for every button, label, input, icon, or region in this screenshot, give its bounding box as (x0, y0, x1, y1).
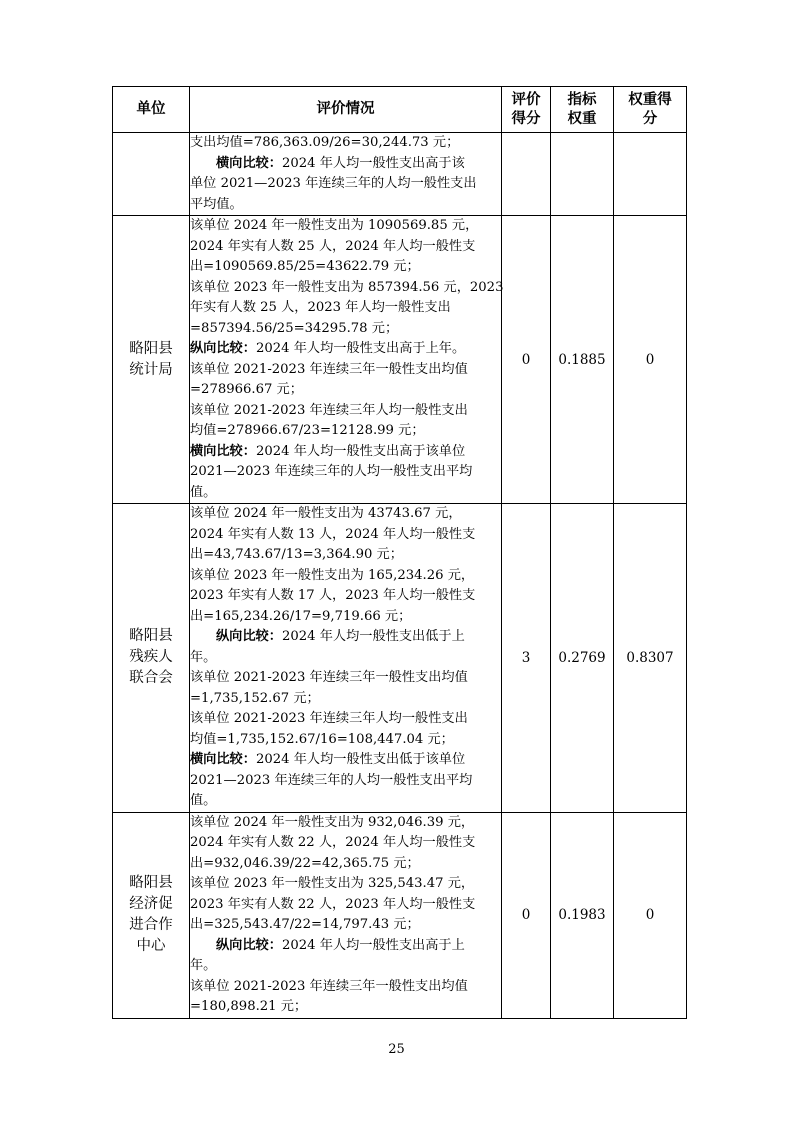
unit-line: 残疾人 (129, 649, 173, 666)
unit-line: 中心 (136, 938, 166, 954)
eval-line (190, 442, 501, 463)
score-cell (502, 133, 551, 216)
evaluation-table (112, 86, 687, 1019)
eval-bold-label: 纵向比较： (216, 629, 282, 644)
weighted-score-cell: 0 (614, 812, 687, 1018)
unit-line: 略阳县 (129, 875, 173, 891)
eval-line: 出=932,046.39/22=42,365.75 元； (190, 855, 420, 871)
eval-line: 均值=278966.67/23=12128.99 元； (190, 423, 425, 438)
weight-cell (551, 133, 614, 216)
weight-cell: 0.1885 (551, 216, 614, 504)
eval-line: 年。 (190, 649, 217, 665)
eval-bold-label: 横向比较： (190, 752, 256, 767)
header-score-line: 评价 (511, 91, 541, 108)
eval-line: 该单位 2021-2023 年连续三年一般性支出均值 (190, 361, 468, 377)
evaluation-cell (190, 216, 502, 504)
unit-line: 进合作 (129, 917, 173, 933)
eval-line: 出=165,234.26/17=9,719.66 元； (190, 608, 412, 624)
eval-line-text: 2024 年人均一般性支出高于上 (281, 937, 465, 953)
header-weight-line: 指标 (567, 91, 597, 108)
header-weight (551, 87, 614, 133)
unit-line: 统计局 (129, 361, 173, 378)
score-cell: 3 (502, 504, 551, 813)
score-cell: 0 (502, 812, 551, 1018)
header-row (113, 87, 687, 133)
eval-bold-label: 纵向比较： (216, 937, 282, 953)
eval-line: 2021—2023 年连续三年的人均一般性支出平均 (190, 464, 473, 479)
eval-line: 2024 年实有人数 13 人，2024 年人均一般性支 (190, 526, 476, 542)
eval-line-text: 2024 年人均一般性支出高于该单位 (255, 443, 466, 459)
eval-line: 该单位 2024 年一般性支出为 1090569.85 元， (190, 218, 479, 233)
table-row (113, 133, 687, 216)
evaluation-cell (190, 504, 502, 813)
score-cell: 0 (502, 216, 551, 504)
unit-line: 略阳县 (129, 628, 173, 645)
weighted-score-cell (614, 133, 687, 216)
weighted-score-cell: 0 (614, 216, 687, 504)
eval-line: 值。 (190, 484, 217, 500)
header-score (502, 87, 551, 133)
table-row (113, 504, 687, 813)
eval-line-text: 2024 年人均一般性支出高于上年。 (255, 341, 466, 356)
unit-line: 联合会 (129, 670, 173, 687)
eval-line (190, 339, 501, 360)
unit-line: 略阳县 (129, 340, 173, 357)
eval-bold-label: 纵向比较： (190, 341, 256, 356)
table-row (113, 812, 687, 1018)
eval-line: 该单位 2023 年一般性支出为 325,543.47 元， (190, 876, 475, 891)
eval-line: 年实有人数 25 人，2023 年人均一般性支出 (190, 300, 451, 315)
header-unit: 单位 (113, 87, 190, 133)
eval-line: 该单位 2021-2023 年连续三年一般性支出均值 (190, 670, 468, 685)
eval-line: 出=1090569.85/25=43622.79 元； (190, 259, 420, 274)
eval-line: 出=43,743.67/13=3,364.90 元； (190, 547, 403, 562)
eval-line: 年。 (190, 958, 217, 973)
unit-cell (113, 133, 190, 216)
eval-line: 单位 2021—2023 年连续三年的人均一般性支出 (190, 176, 477, 191)
eval-line: =278966.67 元； (190, 382, 303, 397)
eval-line-text: 2024 年人均一般性支出高于该 (281, 155, 465, 171)
eval-bold-label: 横向比较： (216, 155, 282, 171)
eval-line: =180,898.21 元； (190, 999, 308, 1014)
eval-line (190, 750, 501, 771)
eval-bold-label: 横向比较： (190, 443, 256, 459)
header-score-line: 得分 (511, 110, 541, 127)
eval-line: 2023 年实有人数 22 人，2023 年人均一般性支 (190, 896, 476, 912)
eval-line: 均值=1,735,152.67/16=108,447.04 元； (190, 731, 454, 747)
header-eval: 评价情况 (190, 87, 502, 133)
eval-line: 该单位 2021-2023 年连续三年人均一般性支出 (190, 711, 468, 726)
header-weighted-score (614, 87, 687, 133)
eval-line: 该单位 2021-2023 年连续三年人均一般性支出 (190, 402, 468, 418)
weighted-score-cell: 0.8307 (614, 504, 687, 813)
eval-line: =857394.56/25=34295.78 元； (190, 320, 399, 336)
eval-line-text: 2024 年人均一般性支出低于上 (281, 629, 465, 644)
header-weighted-line: 分 (642, 110, 658, 127)
weight-cell: 0.1983 (551, 812, 614, 1018)
unit-cell (113, 504, 190, 813)
weight-cell: 0.2769 (551, 504, 614, 813)
eval-line: 2024 年实有人数 25 人，2024 年人均一般性支 (190, 238, 476, 254)
eval-line: 该单位 2023 年一般性支出为 165,234.26 元， (190, 567, 475, 583)
eval-line: 该单位 2023 年一般性支出为 857394.56 元，2023 (190, 279, 504, 295)
unit-line: 经济促 (129, 896, 173, 912)
eval-line: 2023 年实有人数 17 人，2023 年人均一般性支 (190, 588, 476, 603)
eval-line (190, 627, 501, 648)
eval-line: 2024 年实有人数 22 人，2024 年人均一般性支 (190, 835, 476, 850)
eval-line: 出=325,543.47/22=14,797.43 元； (190, 917, 420, 932)
eval-line (190, 936, 501, 957)
eval-line: 该单位 2021-2023 年连续三年一般性支出均值 (190, 978, 468, 994)
eval-line: 支出均值=786,363.09/26=30,244.73 元； (190, 135, 460, 150)
eval-line: =1,735,152.67 元； (190, 690, 320, 706)
header-weight-line: 权重 (567, 110, 597, 127)
eval-line-text: 2024 年人均一般性支出低于该单位 (255, 752, 466, 767)
eval-line: 该单位 2024 年一般性支出为 43743.67 元， (190, 506, 462, 521)
evaluation-cell (190, 133, 502, 216)
eval-line: 该单位 2024 年一般性支出为 932,046.39 元， (190, 814, 475, 830)
evaluation-cell (190, 812, 502, 1018)
unit-cell (113, 216, 190, 504)
eval-line: 2021—2023 年连续三年的人均一般性支出平均 (190, 772, 473, 788)
eval-line (190, 154, 501, 175)
eval-line: 值。 (190, 793, 217, 808)
header-weighted-line: 权重得 (628, 91, 672, 108)
page-number: 25 (388, 1042, 405, 1057)
eval-line: 平均值。 (190, 196, 243, 212)
table-row (113, 216, 687, 504)
unit-cell (113, 812, 190, 1018)
